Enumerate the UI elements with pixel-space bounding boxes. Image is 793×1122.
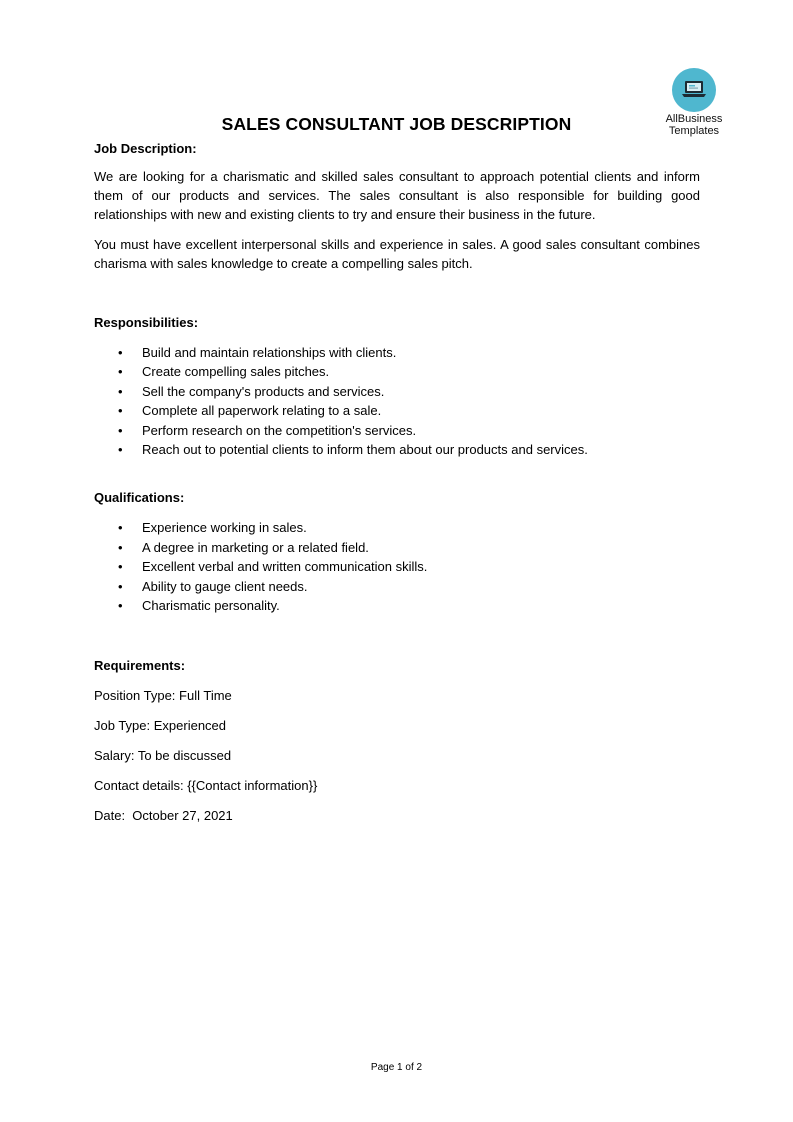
position-type: Position Type: Full Time	[94, 688, 232, 704]
document-date: Date: October 27, 2021	[94, 808, 233, 824]
job-description-heading: Job Description:	[94, 141, 197, 156]
logo-line-2: Templates	[668, 125, 720, 137]
list-item: • Excellent verbal and written communication skills.	[118, 559, 428, 575]
responsibilities-list	[94, 343, 700, 459]
contact-details: Contact details: {{Contact information}}	[94, 778, 318, 794]
job-description-paragraph-1: We are looking for a charismatic and skilled sales consultant to approach potential clients and inform them of our products and services. The sales consultant is also responsible for building good relationships with new and existing clients to try and ensure their business in the future.	[94, 169, 700, 222]
job-type: Job Type: Experienced	[94, 718, 227, 734]
list-item: • Build and maintain relationships with clients.	[118, 345, 397, 360]
requirements-heading: Requirements:	[94, 658, 186, 674]
document-title: SALES CONSULTANT JOB DESCRIPTION	[221, 114, 572, 134]
list-item: • Perform research on the competition's services.	[118, 422, 417, 438]
job-description-paragraph-2: You must have excellent interpersonal skills and experience in sales. A good sales consultant combines charisma with sales knowledge to create a compelling sales pitch.	[94, 237, 700, 271]
laptop-icon	[672, 68, 716, 112]
list-item: • Sell the company's products and services.	[118, 383, 385, 399]
list-item: • A degree in marketing or a related field.	[118, 539, 369, 555]
logo-line-1: AllBusiness	[665, 113, 723, 125]
list-item: • Reach out to potential clients to inform them about our products and services.	[118, 441, 588, 457]
list-item: • Complete all paperwork relating to a sale.	[118, 403, 382, 419]
list-item: • Ability to gauge client needs.	[118, 578, 308, 594]
qualifications-heading: Qualifications:	[94, 490, 185, 506]
list-item: • Create compelling sales pitches.	[118, 364, 330, 380]
list-item: • Charismatic personality.	[118, 597, 280, 613]
page-number: Page 1 of 2	[370, 1062, 423, 1073]
responsibilities-heading: Responsibilities:	[94, 315, 199, 330]
document-body	[94, 139, 700, 825]
list-item: • Experience working in sales.	[118, 520, 307, 536]
qualifications-list	[94, 518, 700, 615]
salary: Salary: To be discussed	[94, 748, 232, 764]
